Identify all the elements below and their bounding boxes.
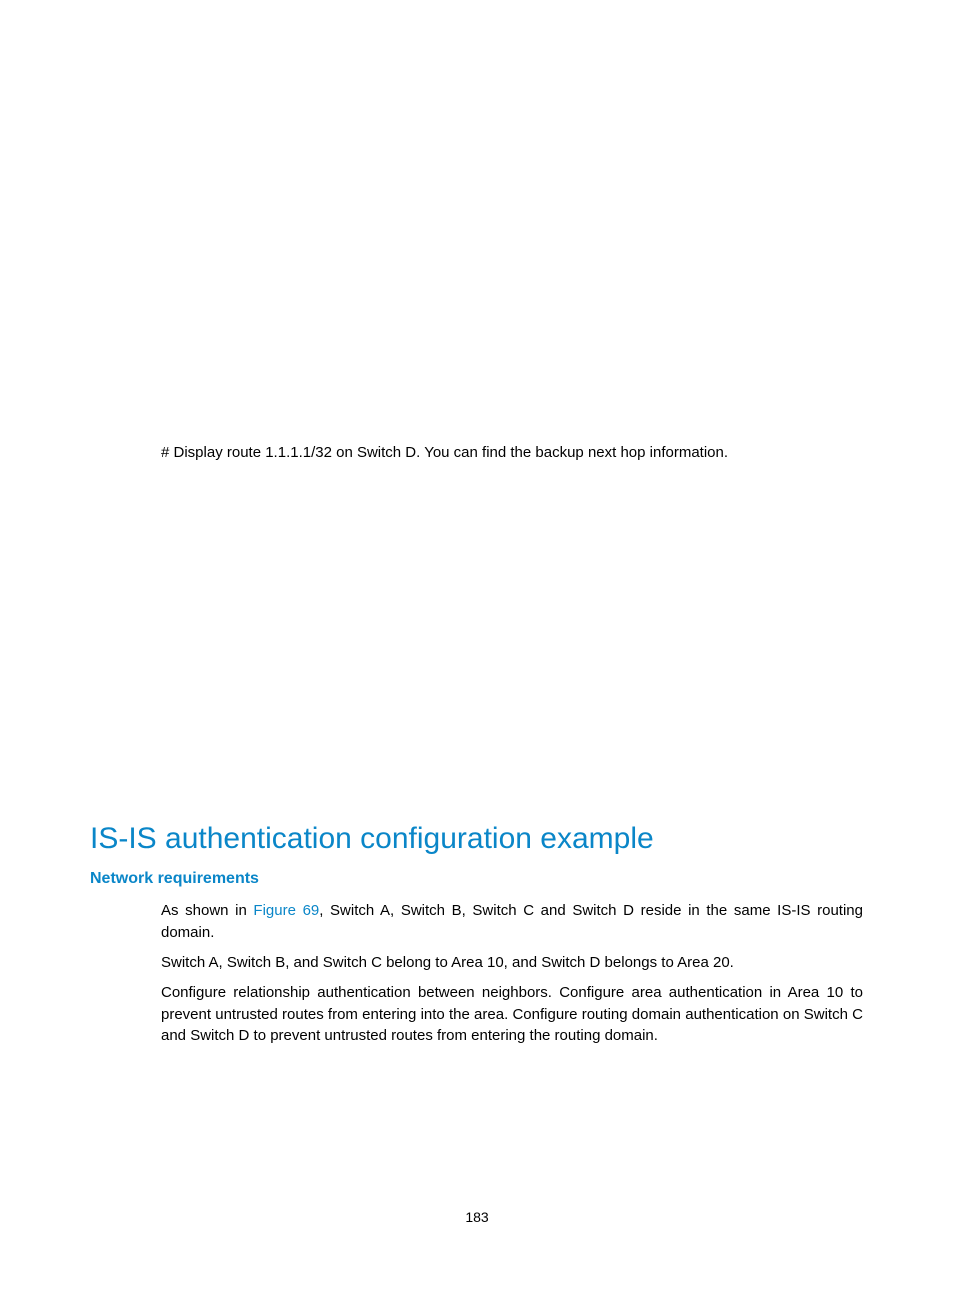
- paragraph-text: As shown in: [161, 902, 254, 919]
- paragraph-network-topology: [161, 900, 863, 943]
- section-title: IS-IS authentication configuration example: [90, 822, 654, 855]
- page-number: 183: [465, 1209, 489, 1225]
- display-route-note: # Display route 1.1.1.1/32 on Switch D. You can find the backup next hop information.: [161, 444, 729, 461]
- figure-69-link[interactable]: Figure 69: [253, 902, 320, 919]
- paragraph-areas: Switch A, Switch B, and Switch C belong to Area 10, and Switch D belongs to Area 20.: [161, 954, 734, 971]
- paragraph-authentication: Configure relationship authentication between neighbors. Configure area authentication in Area 10 to prevent untrusted routes from entering into the area. Configure routing domain authentication on Switch C and Switch D to prevent untrusted routes from entering the routing domain.: [161, 984, 863, 1044]
- paragraph-text: , Switch A, Switch B, Switch C and Switch D reside in the same IS-IS routing domain.: [161, 902, 863, 941]
- subsection-title: Network requirements: [90, 870, 259, 887]
